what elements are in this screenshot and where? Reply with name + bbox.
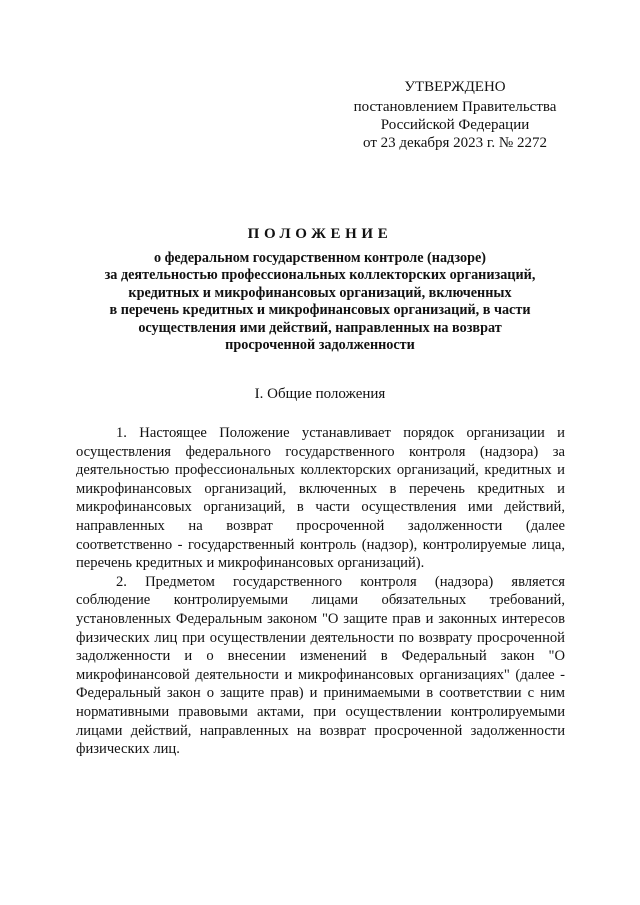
section-body bbox=[76, 424, 565, 759]
subtitle-line: просроченной задолженности bbox=[225, 337, 415, 354]
approval-line: Российской Федерации bbox=[380, 117, 530, 133]
approval-date-line: от 23 декабря 2023 г. № 2272 bbox=[363, 135, 547, 151]
paragraph-2: 2. Предметом государственного контроля (надзора) является соблюдение контролируемыми лицами обязательных требований, установленных Федеральным законом "О защите прав и законных интересов физических лиц при осуществлении деятельности по возврату просроченной задолженности и о внесении изменений в Федеральный закон "О микрофинансовой деятельности и микрофинансовых организациях" (далее - Федеральный закон о защите прав) и принимаемыми в соответствии с ним нормативными правовыми актами, при осуществлении контролируемыми лицами действий, направленных на возврат просроченной задолженности физических лиц. bbox=[76, 573, 565, 758]
approval-line: постановлением Правительства bbox=[353, 99, 557, 115]
section-heading: I. Общие положения bbox=[254, 386, 386, 402]
document-subtitle bbox=[70, 250, 570, 354]
approval-title: УТВЕРЖДЕНО bbox=[404, 79, 506, 95]
subtitle-line: за деятельностью профессиональных коллекторских организаций, bbox=[104, 267, 536, 284]
subtitle-line: осуществления ими действий, направленных на возврат bbox=[138, 319, 502, 336]
subtitle-line: кредитных и микрофинансовых организаций, включенных bbox=[128, 284, 512, 301]
subtitle-line: о федеральном государственном контроле (надзоре) bbox=[153, 250, 487, 266]
paragraph-1: 1. Настоящее Положение устанавливает порядок организации и осуществления федерального государственного контроля (надзора) за деятельностью профессиональных коллекторских организаций, кредитных и микрофинансовых организаций, включенных в перечень кредитных и микрофинансовых организаций, в части осуществления ими действий, направленных на возврат просроченной задолженности (далее соответственно - государственный контроль (надзор), контролируемые лица, перечень кредитных и микрофинансовых организаций). bbox=[76, 425, 565, 572]
document-title: ПОЛОЖЕНИЕ bbox=[247, 226, 393, 242]
approval-stamp bbox=[330, 78, 580, 152]
subtitle-line: в перечень кредитных и микрофинансовых организаций, в части bbox=[109, 302, 531, 319]
